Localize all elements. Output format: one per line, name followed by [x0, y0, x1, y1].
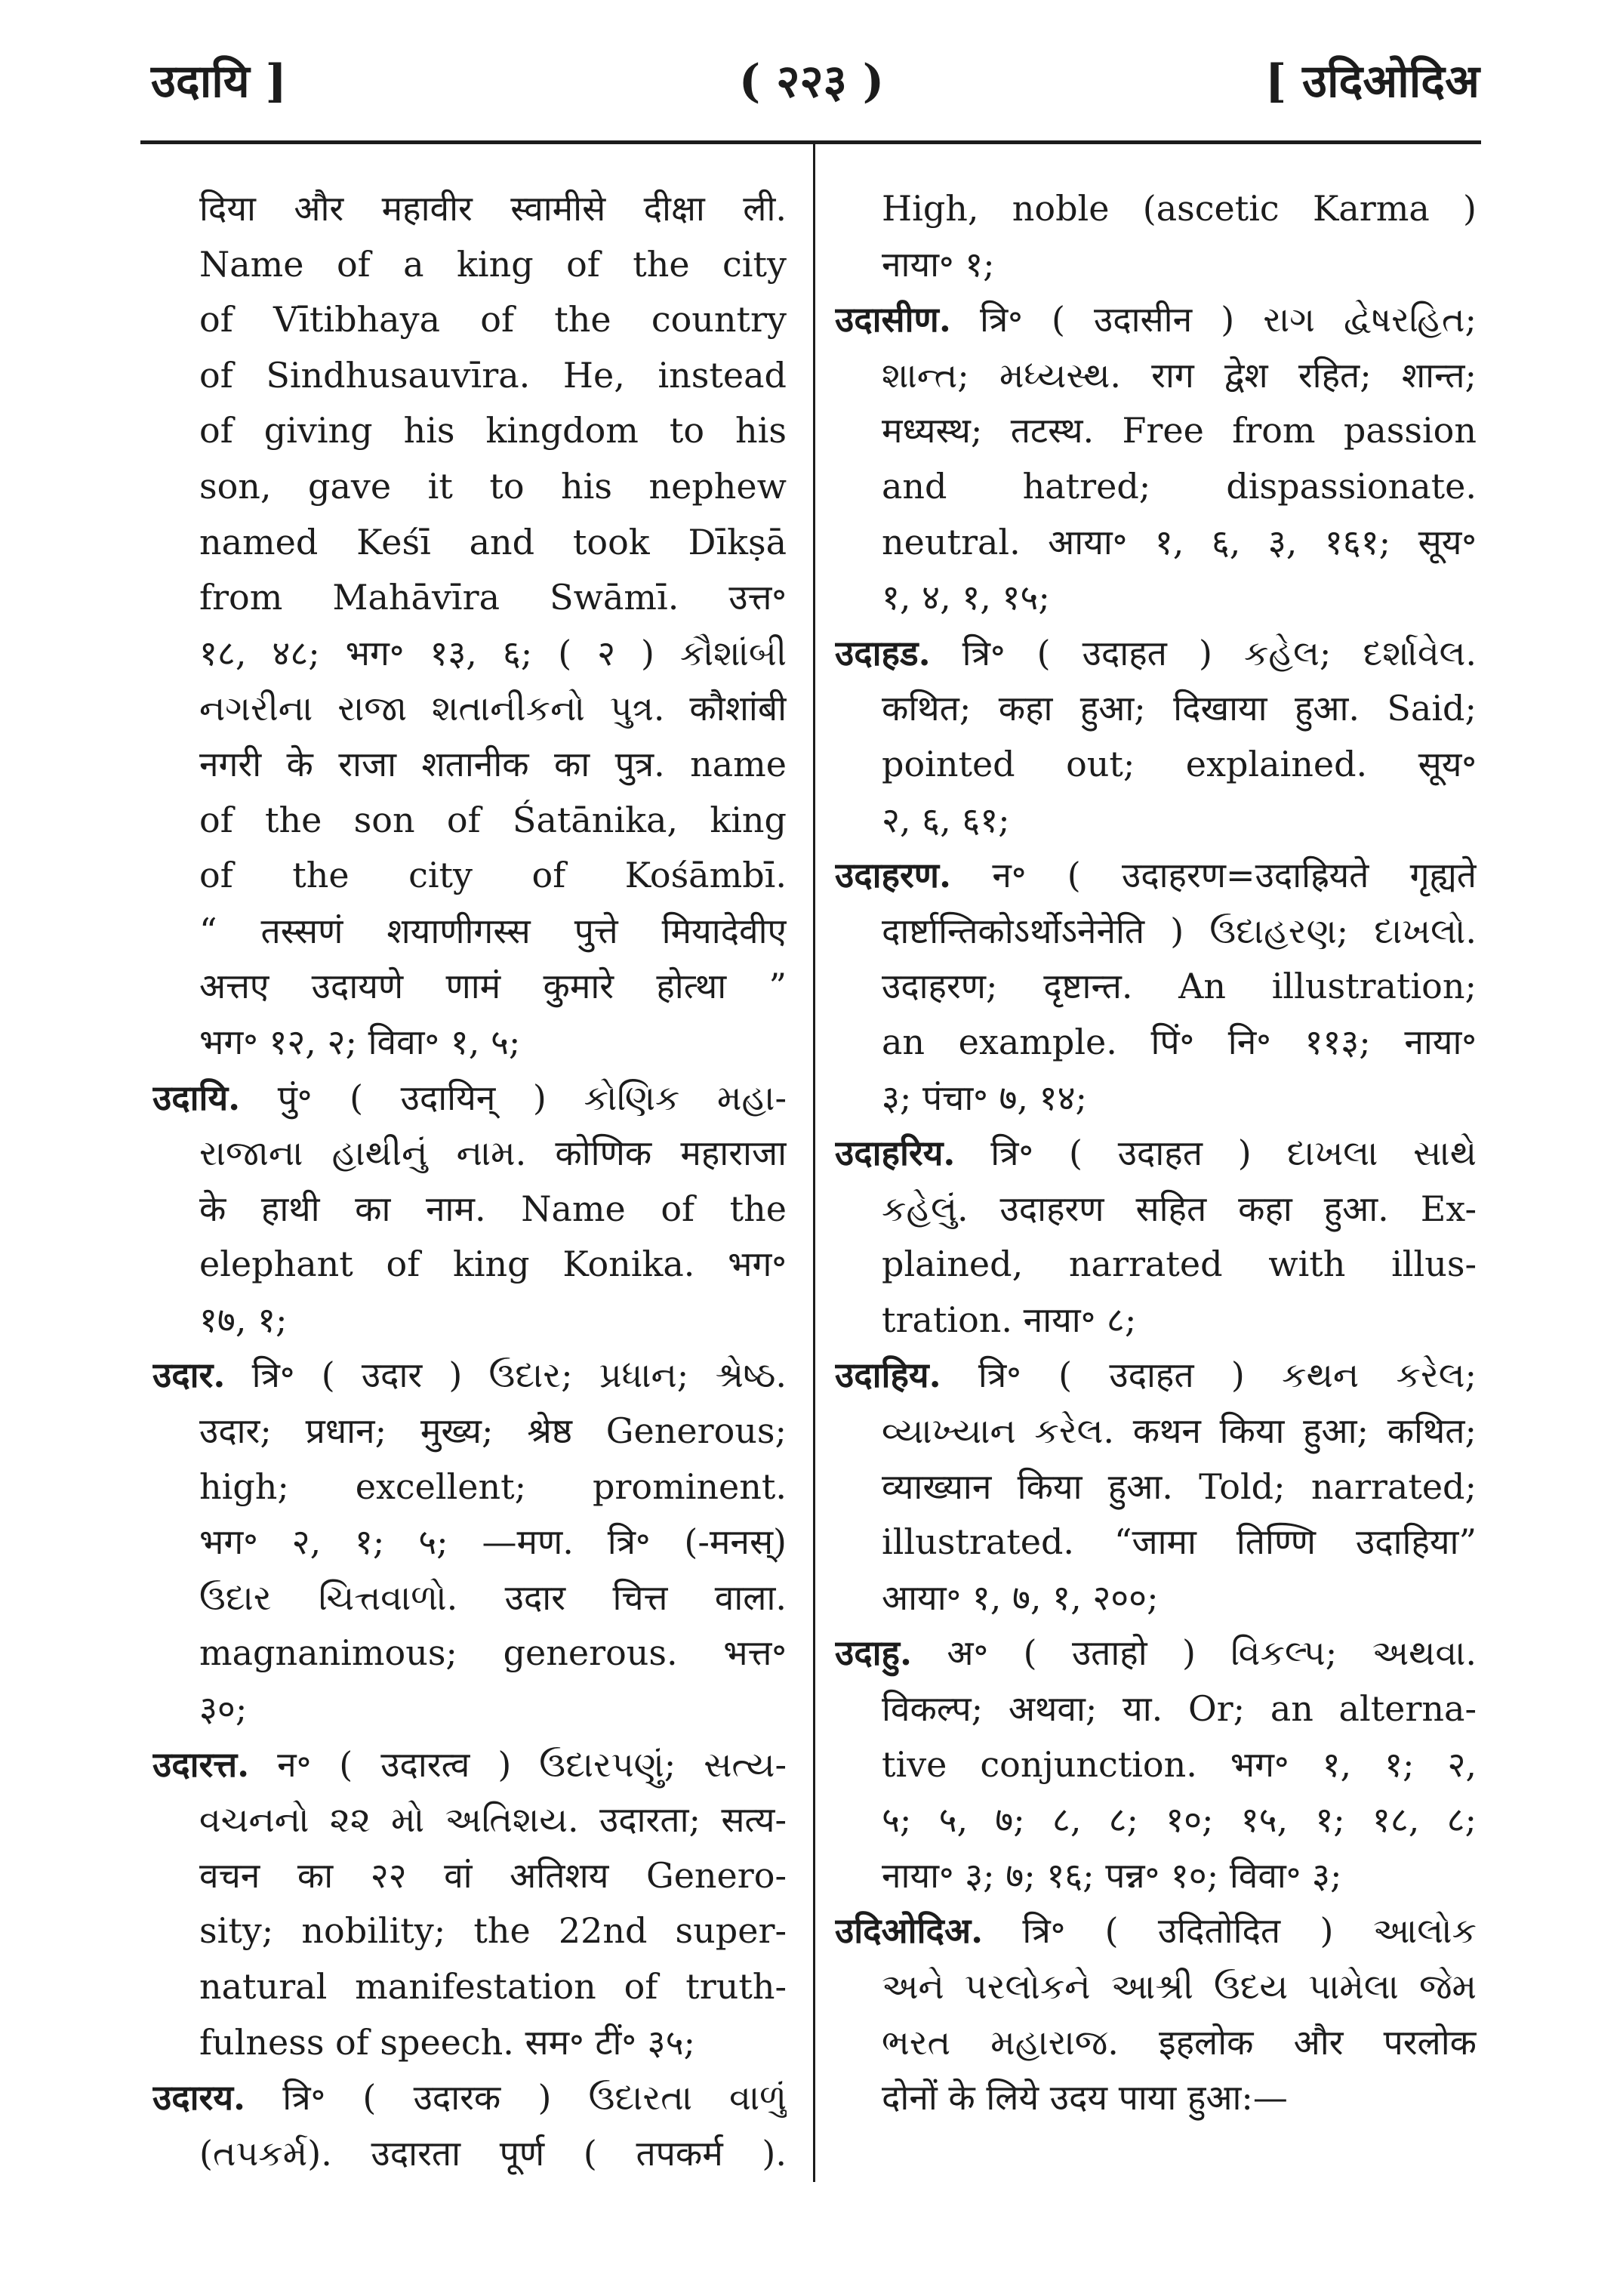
text-line [152, 681, 787, 737]
line-text: विकल्प; अथवा; या. Or; an alterna- [882, 1688, 1477, 1730]
text-line [152, 1459, 787, 1515]
text-line [152, 1903, 787, 1959]
line-text: ઉદાર ચિત્તવાળો. उदार चित्त वाला. [199, 1576, 787, 1618]
headword: उदारत्त. [152, 1743, 250, 1785]
line-text: त्रि॰ ( उदार ) ઉદાર; પ્રધાન; શ્રેષ્ઠ. [225, 1354, 787, 1396]
line-text: २, ६, ६१; [882, 799, 1010, 840]
headword: उदाहिय. [835, 1354, 941, 1396]
line-text: पुं॰ ( उदायिन् ) કોણિક મહા- [240, 1077, 787, 1118]
line-text: अत्तए उदायणे णामं कुमारे होत्था ” [199, 966, 787, 1007]
header-rule [140, 140, 1481, 144]
text-line [152, 181, 787, 237]
headword: उदार. [152, 1354, 226, 1396]
line-text: Name of a king of the city [199, 243, 787, 285]
line-text: न॰ ( उदाहरण=उदाह्रियते गृह्यते [951, 855, 1477, 896]
text-line [152, 1792, 787, 1848]
text-line [835, 1570, 1477, 1626]
text-line [152, 1515, 787, 1570]
line-text: त्रि॰ ( उदारक ) ઉદારતા વાળું [245, 2077, 787, 2119]
line-text: શાન્ત; મધ્યસ્થ. राग द्वेश रहित; शान्त; [882, 354, 1477, 396]
text-line [835, 1459, 1477, 1515]
text-line [835, 2015, 1477, 2071]
text-line [835, 1515, 1477, 1570]
line-text: १८, ४८; भग॰ १३, ६; ( २ ) કૌશાંબી [199, 632, 787, 673]
page-header [0, 33, 1623, 116]
text-line [152, 793, 787, 849]
headword: उदाहरिय. [835, 1133, 956, 1174]
text-line [152, 292, 787, 348]
line-text: त्रि॰ ( उदाहत ) દાખલા સાથે [955, 1133, 1477, 1174]
text-line [152, 459, 787, 515]
entry-head-line [152, 1348, 787, 1404]
text-line [152, 1404, 787, 1459]
text-line [152, 1182, 787, 1237]
text-line [835, 1737, 1477, 1793]
line-text: ३; पंचा॰ ७, १४; [882, 1077, 1088, 1118]
entry-head-line [152, 1737, 787, 1793]
line-text: कथित; कहा हुआ; दिखाया हुआ. Said; [882, 688, 1477, 729]
line-text: illustrated. “जामा तिण्णि उदाहिया” [882, 1521, 1477, 1563]
line-text: उदाहरण; दृष्टान्त. An illustration; [882, 966, 1477, 1007]
line-text: રાજાના હાથીનું નામ. कोणिक महाराजा [199, 1133, 787, 1174]
line-text: son, gave it to his nephew [199, 465, 787, 507]
entry-head-line [835, 848, 1477, 904]
line-text: વચનનો ૨૨ મો અતિશય. उदारता; सत्य- [199, 1799, 787, 1841]
text-line [152, 737, 787, 793]
line-text: वचन का २२ वां अतिशय Genero- [199, 1854, 787, 1896]
line-text: magnanimous; generous. भत्त॰ [199, 1632, 787, 1674]
line-text: भग॰ २, १; ५; —मण. त्रि॰ (-मनस्) [199, 1521, 787, 1563]
text-line [152, 959, 787, 1015]
line-text: अ॰ ( उताहो ) વિકલ્પ; અથવા. [912, 1632, 1477, 1674]
text-line [835, 1404, 1477, 1459]
line-text: त्रि॰ ( उदाहत ) કથન કરેલ; [941, 1354, 1477, 1396]
line-text: of the son of Śatānika, king [199, 799, 787, 840]
text-line [835, 959, 1477, 1015]
text-line [152, 1570, 787, 1626]
text-line [835, 904, 1477, 960]
text-line [835, 737, 1477, 793]
headword: उदाहड. [835, 632, 931, 673]
text-line [152, 2126, 787, 2182]
text-line [835, 1681, 1477, 1737]
entry-head-line [835, 626, 1477, 682]
line-text: elephant of king Konika. भग॰ [199, 1244, 787, 1285]
line-text: “ तस्सणं शयाणीगस्स पुत्ते मियादेवीए [199, 910, 787, 951]
text-line [152, 348, 787, 404]
text-line [152, 1848, 787, 1904]
entry-head-line [835, 1126, 1477, 1182]
text-line [835, 793, 1477, 849]
text-line [152, 1681, 787, 1737]
text-line [835, 403, 1477, 459]
text-line [835, 515, 1477, 571]
entry-head-line [835, 1626, 1477, 1681]
entry-head-line [152, 1071, 787, 1126]
headword: उदासीण. [835, 299, 951, 341]
text-line [835, 1015, 1477, 1071]
line-text: ભરત મહારાજ. इहलोक और परलोक [882, 2021, 1477, 2063]
line-text: के हाथी का नाम. Name of the [199, 1188, 787, 1229]
page-number: ( २२३ ) [738, 55, 885, 108]
line-text: आया॰ १, ७, १, २००; [882, 1576, 1159, 1618]
line-text: दोनों के लिये उदय पाया हुआ:— [882, 2077, 1288, 2119]
headword: उदाहु. [835, 1632, 912, 1674]
line-text: of giving his kingdom to his [199, 410, 787, 451]
text-line [152, 1959, 787, 2015]
text-line [835, 181, 1477, 237]
headword: उदिओदिअ. [835, 1910, 984, 1952]
line-text: of Sindhusauvīra. He, instead [199, 354, 787, 396]
text-line [152, 237, 787, 293]
text-line [152, 515, 787, 571]
text-line [835, 1237, 1477, 1293]
line-text: અને પરલોકને આશ્રી ઉદય પામેલા જેમ [882, 1966, 1477, 2007]
line-text: (તપકર્મ). उदारता पूर्ण ( तपकर्म ). [199, 2132, 787, 2174]
text-line [835, 1293, 1477, 1348]
line-text: उदार; प्रधान; मुख्य; श्रेष्ठ Generous; [199, 1410, 787, 1452]
text-line [152, 1015, 787, 1071]
headword: उदारय. [152, 2077, 246, 2119]
line-text: नाया॰ १; [882, 243, 995, 285]
text-line [152, 2015, 787, 2071]
text-line [152, 1293, 787, 1348]
text-line [835, 2070, 1477, 2126]
line-text: नगरी के राजा शतानीक का पुत्र. name [199, 743, 787, 784]
line-text: १७, १; [199, 1299, 288, 1340]
line-text: high; excellent; prominent. [199, 1465, 787, 1507]
text-line [152, 904, 787, 960]
line-text: fulness of speech. सम॰ टीं॰ ३५; [199, 2021, 695, 2063]
line-text: त्रि॰ ( उदाहत ) કહેલ; દર્શાવેલ. [930, 632, 1477, 673]
text-line [152, 1126, 787, 1182]
line-text: of Vītibhaya of the country [199, 299, 787, 341]
line-text: दिया और महावीर स्वामीसे दीक्षा ली. [199, 188, 787, 229]
line-text: and hatred; dispassionate. [882, 465, 1477, 507]
entry-head-line [152, 2070, 787, 2126]
text-line [835, 681, 1477, 737]
text-line [152, 626, 787, 682]
line-text: व्याख्यान किया हुआ. Told; narrated; [882, 1465, 1477, 1507]
entry-head-line [835, 292, 1477, 348]
text-line [152, 570, 787, 626]
line-text: named Keśī and took Dīkṣā [199, 521, 787, 562]
text-line [152, 1237, 787, 1293]
left-guide-word: उदायि ] [151, 55, 287, 108]
text-line [835, 1959, 1477, 2015]
text-line [152, 1626, 787, 1681]
line-text: tration. नाया॰ ८; [882, 1299, 1137, 1340]
line-text: natural manifestation of truth- [199, 1966, 787, 2007]
line-text: sity; nobility; the 22nd super- [199, 1910, 787, 1952]
text-line [152, 403, 787, 459]
line-text: नाया॰ ३; ७; १६; पन्न॰ १०; विवा॰ ३; [882, 1854, 1342, 1896]
right-guide-word: [ उदिओदिअ [1264, 55, 1480, 108]
text-line [835, 348, 1477, 404]
entry-head-line [835, 1348, 1477, 1404]
line-text: tive conjunction. भग॰ १, १; २, [882, 1743, 1477, 1785]
line-text: from Mahāvīra Swāmī. उत्त॰ [199, 577, 787, 618]
line-text: भग॰ १२, २; विवा॰ १, ५; [199, 1021, 521, 1062]
line-text: High, noble (ascetic Karma ) [882, 188, 1477, 229]
text-line [835, 1848, 1477, 1904]
line-text: न॰ ( उदारत्व ) ઉદારપણું; સત્ય- [249, 1743, 787, 1785]
line-text: નગરીના રાજા શતાનીકનો પુત્ર. कौशांबी [199, 688, 787, 729]
line-text: an example. पिं॰ नि॰ ११३; नाया॰ [882, 1021, 1477, 1062]
text-line [835, 1071, 1477, 1126]
headword: उदाहरण. [835, 855, 952, 896]
text-line [152, 848, 787, 904]
line-text: plained, narrated with illus- [882, 1244, 1477, 1285]
line-text: ५; ५, ७; ८, ८; १०; १५, १; १८, ८; [882, 1799, 1477, 1841]
text-line [835, 459, 1477, 515]
text-line [835, 1182, 1477, 1237]
text-line [835, 570, 1477, 626]
line-text: neutral. आया॰ १, ६, ३, १६१; सूय॰ [882, 521, 1477, 562]
line-text: त्रि॰ ( उदासीन ) રાગ દ્વેષરહિત; [950, 299, 1477, 341]
line-text: १, ४, १, १५; [882, 577, 1050, 618]
line-text: मध्यस्थ; तटस्थ. Free from passion [882, 410, 1477, 451]
column-divider [813, 143, 815, 2182]
line-text: त्रि॰ ( उदितोदित ) આલોક [983, 1910, 1477, 1952]
text-line [835, 237, 1477, 293]
line-text: ३०; [199, 1688, 248, 1730]
line-text: दार्ष्टान्तिकोऽर्थोऽनेनेति ) ઉદાહરણ; દાખલો. [882, 910, 1477, 951]
line-text: of the city of Kośāmbī. [199, 855, 787, 896]
entry-head-line [835, 1903, 1477, 1959]
line-text: કહેલું. उदाहरण सहित कहा हुआ. Ex- [882, 1188, 1477, 1229]
line-text: વ્યાખ્યાન કરેલ. कथन किया हुआ; कथित; [882, 1410, 1477, 1452]
headword: उदायि. [152, 1077, 241, 1118]
text-line [835, 1792, 1477, 1848]
line-text: pointed out; explained. सूय॰ [882, 743, 1477, 784]
right-column [835, 181, 1477, 2280]
left-column [152, 181, 787, 2280]
